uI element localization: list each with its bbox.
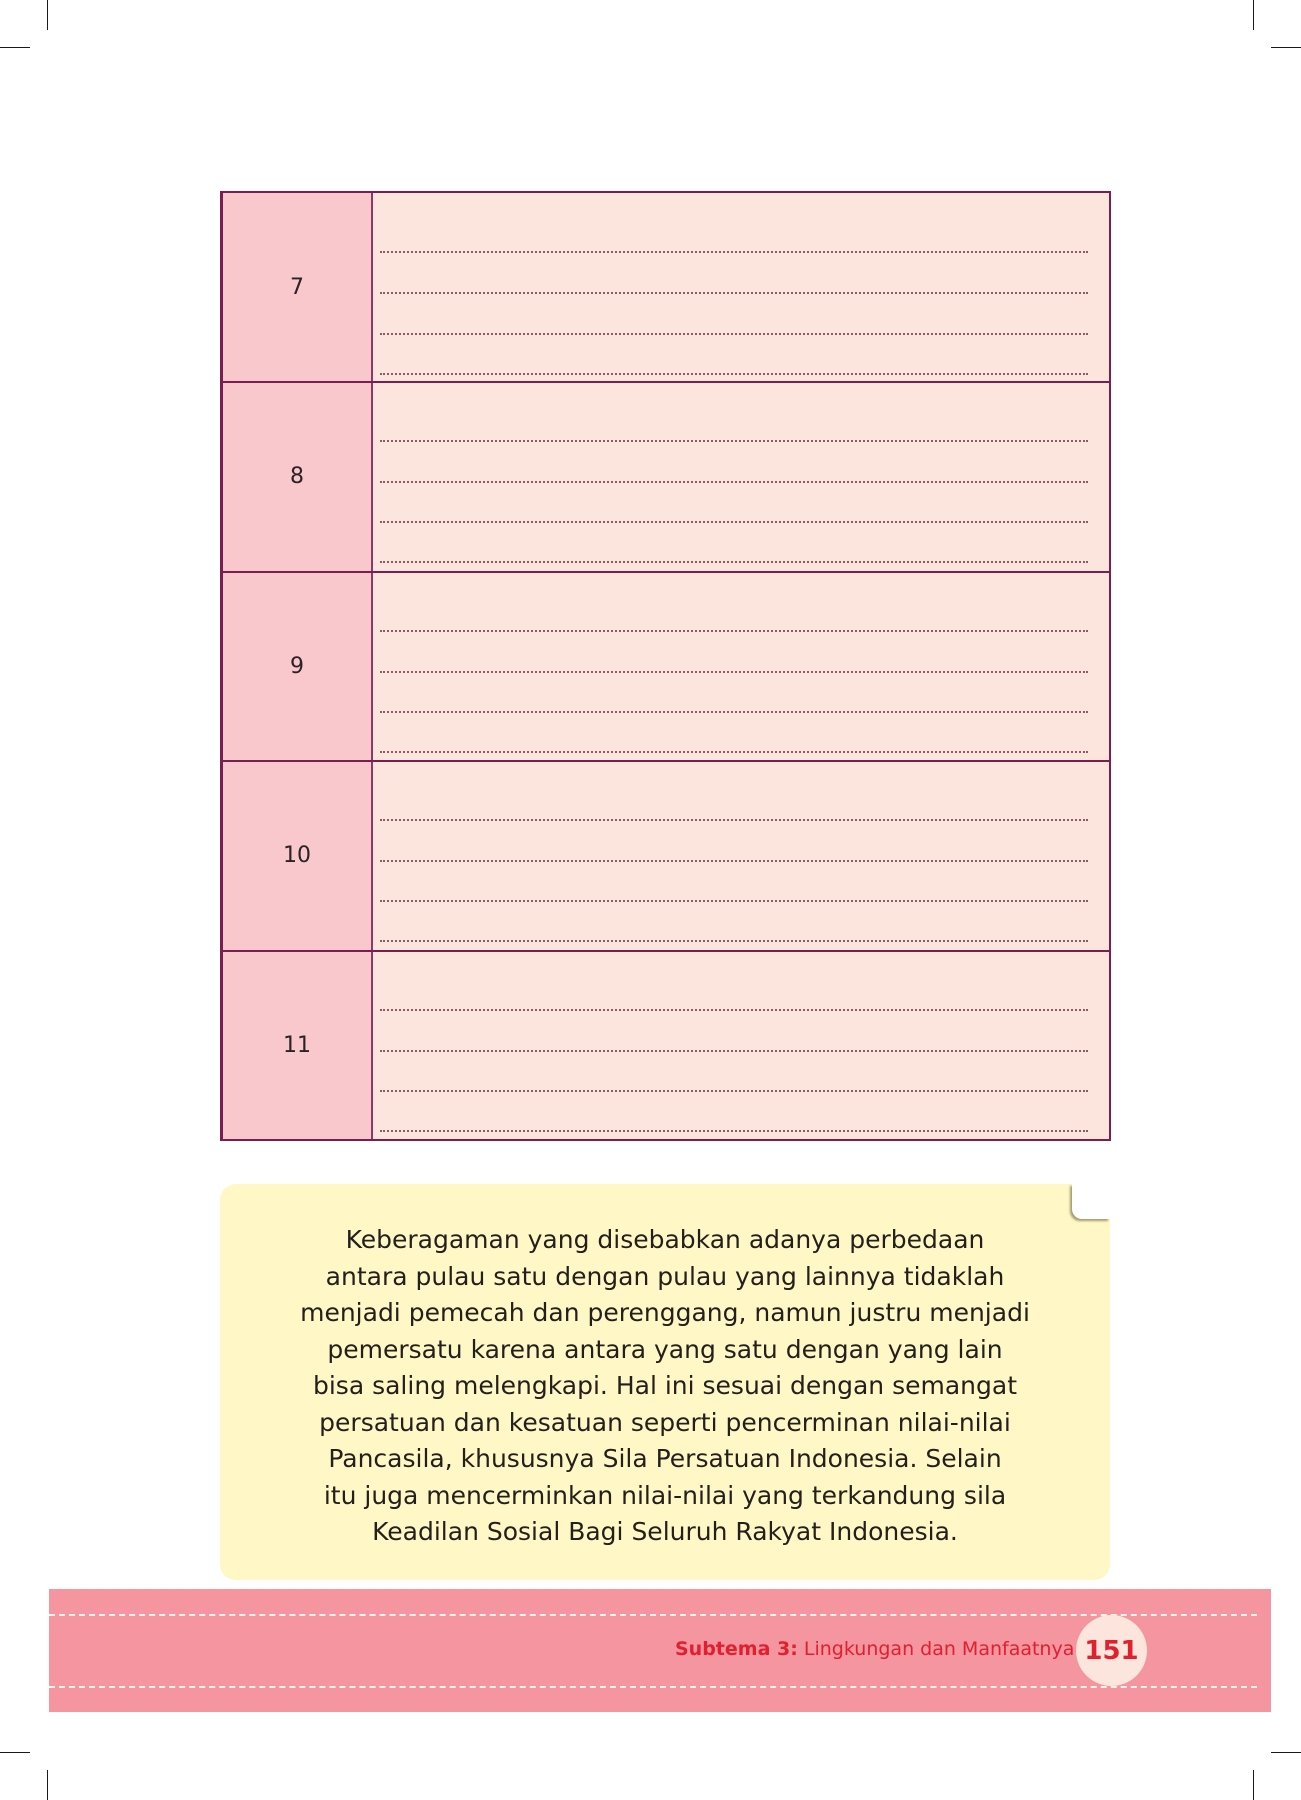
answer-line (380, 940, 1088, 942)
footer-subtema (675, 1638, 1074, 1660)
answer-line (380, 1009, 1088, 1011)
info-note-box (220, 1184, 1110, 1580)
row-number: 8 (223, 383, 373, 571)
answer-line (380, 1050, 1088, 1052)
note-line: menjadi pemecah dan perenggang, namun justru menjadi (300, 1298, 1030, 1327)
note-paragraph (220, 1222, 1110, 1551)
crop-mark-bottom-left-vertical (47, 1770, 48, 1800)
note-line: Pancasila, khususnya Sila Persatuan Indonesia. Selain (328, 1444, 1002, 1473)
answer-field[interactable] (373, 762, 1109, 950)
crop-mark-top-right-vertical (1253, 0, 1254, 30)
table-row (223, 193, 1109, 381)
table-row (223, 381, 1109, 571)
note-line: Keadilan Sosial Bagi Seluruh Rakyat Indonesia. (372, 1517, 958, 1546)
table-row (223, 950, 1109, 1140)
stitch-line-top (49, 1614, 1257, 1616)
page-number: 151 (1076, 1615, 1147, 1686)
answer-line (380, 630, 1088, 632)
page-footer (49, 1589, 1271, 1712)
note-line: Keberagaman yang disebabkan adanya perbedaan (345, 1225, 985, 1254)
answer-line (380, 819, 1088, 821)
folded-corner-icon (1072, 1184, 1110, 1219)
answer-line (380, 711, 1088, 713)
answer-line (380, 671, 1088, 673)
answer-line (380, 292, 1088, 294)
answer-line (380, 481, 1088, 483)
answer-line (380, 561, 1088, 563)
answer-line (380, 521, 1088, 523)
answer-line (380, 900, 1088, 902)
answer-field[interactable] (373, 952, 1109, 1140)
note-line: itu juga mencerminkan nilai-nilai yang terkandung sila (323, 1480, 1007, 1510)
table-row (223, 760, 1109, 950)
answer-line (380, 440, 1088, 442)
table-row (223, 571, 1109, 761)
answer-line (380, 251, 1088, 253)
note-line: persatuan dan kesatuan seperti pencerminan nilai-nilai (319, 1407, 1011, 1437)
subtema-title: Lingkungan dan Manfaatnya (803, 1638, 1075, 1660)
crop-mark-top-right-horizontal (1271, 47, 1301, 48)
crop-mark-top-left-horizontal (0, 47, 30, 48)
row-number: 9 (223, 573, 373, 761)
answer-table (220, 191, 1111, 1141)
crop-mark-top-left-vertical (47, 0, 48, 30)
subtema-label: Subtema 3: (675, 1638, 798, 1660)
crop-mark-bottom-right-vertical (1253, 1770, 1254, 1800)
note-line: antara pulau satu dengan pulau yang lainnya tidaklah (325, 1261, 1005, 1291)
answer-field[interactable] (373, 573, 1109, 761)
crop-mark-bottom-left-horizontal (0, 1752, 30, 1753)
answer-line (380, 373, 1088, 375)
crop-mark-bottom-right-horizontal (1271, 1752, 1301, 1753)
answer-field[interactable] (373, 193, 1109, 381)
note-line: pemersatu karena antara yang satu dengan yang lain (327, 1334, 1003, 1364)
answer-field[interactable] (373, 383, 1109, 571)
row-number: 11 (223, 952, 373, 1140)
answer-line (380, 860, 1088, 862)
answer-line (380, 1130, 1088, 1132)
stitch-line-bottom (49, 1686, 1257, 1688)
row-number: 7 (223, 193, 373, 381)
answer-line (380, 751, 1088, 753)
note-line: bisa saling melengkapi. Hal ini sesuai dengan semangat (312, 1371, 1018, 1400)
row-number: 10 (223, 762, 373, 950)
answer-line (380, 1090, 1088, 1092)
answer-line (380, 333, 1088, 335)
